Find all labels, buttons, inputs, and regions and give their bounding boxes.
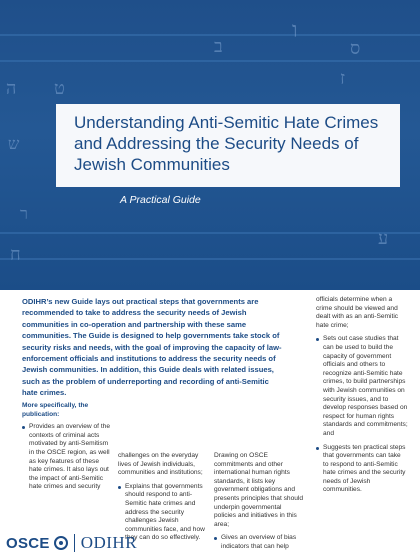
logo-divider [74, 534, 75, 552]
cover-stripe [0, 34, 420, 36]
intro-paragraph: ODIHR’s new Guide lays out practical steps that governments are recommended to take to address the security needs of Jewish communities in co-operation and partnership with these same communities. The Guide is designed to help governments take stock of security risks and needs, with the goal of improving the capacity of law-enforcement officials and institutions to address the security needs of Jewish communities. In addition, this Guide deals with related issues, such as the problem of underreporting and recording of anti-Semitic hate crimes. [22, 297, 282, 398]
bullet-continuation: Drawing on OSCE commitments and other international human rights standards, it lists key government obligations and presents principles that should underpin governmental policies and initiatives in this area; [214, 452, 304, 528]
hebrew-letter-decoration: ר [20, 204, 28, 223]
hebrew-letter-decoration: ש [8, 134, 20, 153]
osce-logo-text: OSCE [6, 534, 50, 552]
cover-stripe [0, 258, 420, 260]
hebrew-letter-decoration: ז [340, 68, 346, 89]
publication-lead: More specifically, the publication: [22, 402, 89, 418]
column-1 [22, 402, 112, 497]
cover-stripe [0, 60, 420, 62]
page-title: Understanding Anti-Semitic Hate Crimes and Addressing the Security Needs of Jewish Communities [74, 113, 379, 174]
hebrew-letter-decoration: ח [10, 244, 21, 265]
column-3 [214, 452, 304, 557]
cover-stripe [0, 232, 420, 234]
hebrew-letter-decoration: ב [214, 36, 223, 57]
hebrew-letter-decoration: ה [6, 78, 17, 99]
bullet-item: Provides an overview of the contexts of criminal acts motivated by anti-Semitism in the OSCE region, as well as key features of these hate crimes. It also lays out the impact of anti-Semitic hate crimes and security [22, 423, 112, 492]
bullet-item: Sets out case studies that can be used to build the capacity of government officials and others to recognize anti-Semitic hate crimes, to build partnerships with Jewish communities on security issues, and to develop responses based on respect for human rights standards and commitments; and [316, 335, 408, 438]
odihr-logo-text: ODIHR [80, 533, 138, 552]
hebrew-letter-decoration: ט [54, 78, 65, 99]
bullet-continuation: challenges on the everyday lives of Jewish individuals, communities and institutions; [118, 452, 203, 477]
osce-odihr-logo [6, 532, 137, 554]
page-subtitle: A Practical Guide [120, 194, 201, 206]
hebrew-letter-decoration: ע [378, 228, 389, 249]
bullet-item: Explains that governments should respond to anti-Semitic hate crimes and address the security challenges Jewish communities face, and how they can do so effectively. [118, 483, 208, 543]
osce-emblem-icon [54, 536, 68, 550]
column-4 [316, 296, 408, 500]
bullet-continuation: officials determine when a crime should be viewed and dealt with as an anti-Semitic hate crime; [316, 296, 399, 329]
hebrew-letter-decoration: ו [292, 18, 298, 43]
bullet-item: Gives an overview of bias indicators that can help [214, 534, 304, 551]
title-panel [56, 104, 400, 187]
hebrew-letter-decoration: ס [350, 38, 361, 59]
bullet-item: Suggests ten practical steps that governments can take to respond to anti-Semitic hate crimes and the security needs of Jewish communities. [316, 444, 408, 496]
